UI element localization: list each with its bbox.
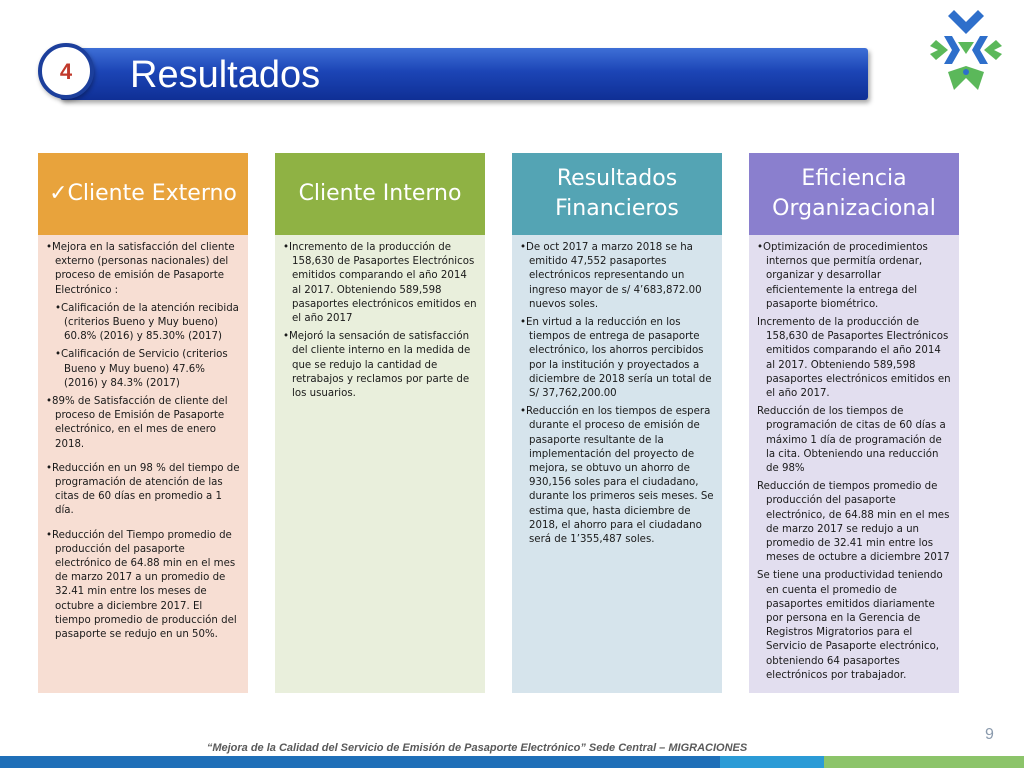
logo-mark — [930, 10, 1002, 90]
list-item: •De oct 2017 a marzo 2018 se ha emitido 47,552 pasaportes electrónicos representando un ingreso mayor de s/ 4’683,872.00 nuevos soles. — [520, 242, 702, 310]
page-title: Resultados — [130, 54, 321, 96]
footer-stripe-blue — [0, 756, 720, 768]
footer-stripe-green — [824, 756, 1024, 768]
list-item: •Reducción en los tiempos de espera durante el proceso de emisión de pasaporte resultante de la implementación del proyecto de mejora, se obtuvo un ahorro de 930,156 soles para el ciudadano, durante los primeros seis meses. Se estima que, hasta diciembre de 2018, el ahorro para el ciudadano será de 1’355,487 soles. — [520, 406, 714, 546]
list-item: Reducción de tiempos promedio de producción del pasaporte electrónico, de 64.88 min en el mes de marzo 2017 se redujo a un promedio de 32.41 min entre los meses de octubre a diciembre 2017 — [757, 481, 950, 564]
list-item: •Optimización de procedimientos internos que permitía ordenar, organizar y desarrollar eficientemente la entrega del pasaporte biométrico. — [757, 242, 928, 310]
column-body — [38, 235, 248, 693]
list-item: •Incremento de la producción de 158,630 de Pasaportes Electrónicos emitidos comparando el año 2014 al 2017. Obteniendo 589,598 pasaportes electrónicos emitidos en el año 2017 — [283, 242, 477, 325]
list-subitem: •Calificación de Servicio (criterios Bueno y Muy bueno) 47.6% (2016) y 84.3% (2017) — [55, 349, 228, 389]
column-eficiencia-organizacional — [749, 153, 959, 693]
list-subitem: •Calificación de la atención recibida (criterios Bueno y Muy bueno) 60.8% (2016) y 85.30% (2017) — [55, 302, 239, 343]
section-number-badge: 4 — [38, 43, 94, 99]
column-heading: ✓Cliente Externo — [38, 153, 248, 235]
footer-stripe-lightblue — [720, 756, 824, 768]
column-resultados-financieros — [512, 153, 722, 693]
list-item: Se tiene una productividad teniendo en cuenta el promedio de pasaportes emitidos diariamente por persona en la Gerencia de Registros Migratorios para el Servicio de Pasaporte electrónico, obteniendo 64 pasaportes electrónicos por trabajador. — [757, 570, 943, 681]
column-body — [749, 235, 959, 693]
footer-caption: “Mejora de la Calidad del Servicio de Emisión de Pasaporte Electrónico” Sede Central – MIGRACIONES — [206, 742, 748, 754]
list-item: Incremento de la producción de 158,630 de Pasaportes Electrónicos emitidos comparando el año 2014 al 2017. Obteniendo 589,598 pasaportes electrónicos emitidos en el año 2017. — [757, 317, 951, 400]
list-item: •En virtud a la reducción en los tiempos de entrega de pasaporte electrónico, los ahorros percibidos por la institución y proyectados a diciembre de 2018 sería un total de S/ 37,762,200.00 — [520, 317, 712, 400]
column-heading: Cliente Interno — [275, 153, 485, 235]
list-item: Reducción de los tiempos de programación de citas de 60 días a máximo 1 día de programación de la cita. Obteniendo una reducción de 98% — [757, 406, 946, 475]
list-item: •Mejora en la satisfacción del cliente externo (personas nacionales) del proceso de emisión de Pasaporte Electrónico : — [46, 242, 235, 296]
column-cliente-externo — [38, 153, 248, 693]
column-heading: Eficiencia Organizacional — [749, 153, 959, 235]
list-item: •Reducción en un 98 % del tiempo de programación de atención de las citas de 60 días en promedio a 1 día. — [46, 462, 240, 517]
column-body — [512, 235, 722, 693]
list-item: •Reducción del Tiempo promedio de producción del pasaporte electrónico de 64.88 min en el mes de marzo 2017 a un promedio de 32.41 min entre los meses de octubre a diciembre 2017. El tiempo promedio de producción del pasaporte se redujo en un 50%. — [46, 529, 237, 641]
list-item: •Mejoró la sensación de satisfacción del cliente interno en la medida de que se redujo la cantidad de retrabajos y reclamos por parte de los usuarios. — [283, 331, 471, 400]
column-heading: Resultados Financieros — [512, 153, 722, 235]
column-body — [275, 235, 485, 693]
column-cliente-interno — [275, 153, 485, 693]
migraciones-logo-icon — [922, 6, 1010, 94]
list-item: •89% de Satisfacción de cliente del proceso de Emisión de Pasaporte electrónico, en el mes de enero 2018. — [46, 396, 228, 450]
page-number: 9 — [985, 726, 994, 743]
